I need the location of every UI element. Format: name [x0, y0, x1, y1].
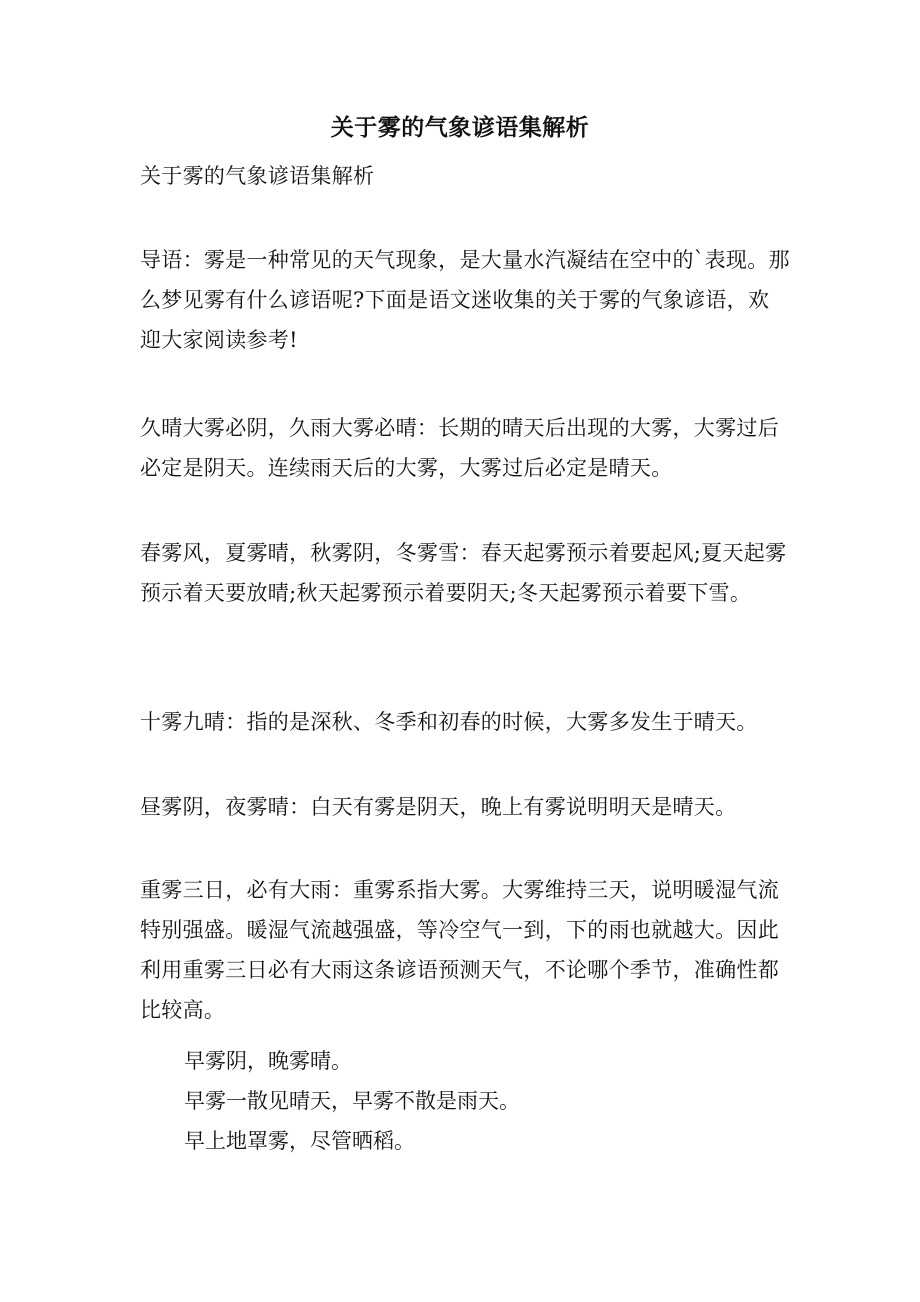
- proverb-line-1: 早雾阴，晚雾晴。: [184, 1049, 352, 1073]
- paragraph-proverb-1: 久晴大雾必阴，久雨大雾必晴：长期的晴天后出现的大雾，大雾过后必定是阴天。连续雨天后的大雾，大雾过后必定是晴天。: [140, 416, 779, 480]
- paragraph-proverb-2: 春雾风，夏雾晴，秋雾阴，冬雾雪：春天起雾预示着要起风;夏天起雾预示着天要放晴;秋天起雾预示着要阴天;冬天起雾预示着要下雪。: [140, 541, 787, 605]
- document-title: 关于雾的气象谚语集解析: [330, 114, 590, 141]
- proverb-line-3: 早上地罩雾，尽管晒稻。: [184, 1129, 415, 1153]
- document-subtitle: 关于雾的气象谚语集解析: [140, 164, 375, 188]
- paragraph-intro: 导语：雾是一种常见的天气现象，是大量水汽凝结在空中的`表现。那么梦见雾有什么谚语呢?下面是语文迷收集的关于雾的气象谚语，欢迎大家阅读参考!: [140, 248, 790, 352]
- paragraph-proverb-5: 重雾三日，必有大雨：重雾系指大雾。大雾维持三天，说明暖湿气流特别强盛。暖湿气流越强盛，等冷空气一到，下的雨也就越大。因此利用重雾三日必有大雨这条谚语预测天气，不论哪个季节，准确性都比较高。: [140, 878, 779, 1022]
- proverb-line-2: 早雾一散见晴天，早雾不散是雨天。: [184, 1089, 520, 1113]
- paragraph-proverb-3: 十雾九晴：指的是深秋、冬季和初春的时候，大雾多发生于晴天。: [140, 710, 758, 734]
- paragraph-proverb-4: 昼雾阴，夜雾晴：白天有雾是阴天，晚上有雾说明明天是晴天。: [140, 795, 737, 819]
